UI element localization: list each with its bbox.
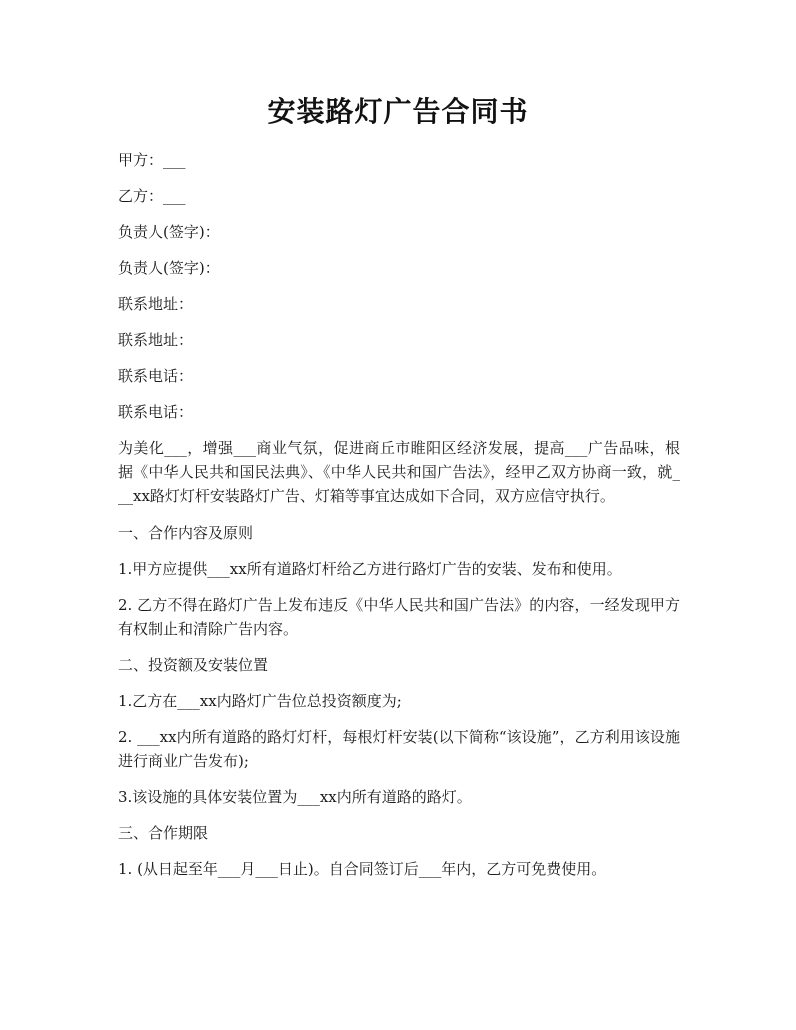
preamble-paragraph: 为美化___，增强___商业气氛，促进商丘市睢阳区经济发展，提高___广告品味，根据《中华人民共和国民法典》、《中华人民共和国广告法》，经甲乙双方协商一致，就___xx路灯灯杆安装路灯广告、灯箱等事宜达成如下合同，双方应信守执行。 bbox=[118, 439, 680, 505]
document-title: 安装路灯广告合同书 bbox=[267, 95, 529, 128]
document-body bbox=[118, 148, 680, 893]
party-b-line: 乙方：___ bbox=[118, 187, 186, 205]
section-1-item-2: 2. 乙方不得在路灯广告上发布违反《中华人民共和国广告法》的内容，一经发现甲方有权制止和清除广告内容。 bbox=[118, 596, 680, 638]
signer-b-line: 负责人(签字)： bbox=[118, 259, 220, 277]
section-1-heading: 一、合作内容及原则 bbox=[118, 524, 254, 542]
section-2-item-1: 1.乙方在___xx内路灯广告位总投资额度为; bbox=[118, 692, 402, 710]
section-2-item-3: 3.该设施的具体安装位置为___xx内所有道路的路灯。 bbox=[118, 788, 472, 806]
section-3-heading: 三、合作期限 bbox=[118, 824, 209, 842]
address-a-line: 联系地址： bbox=[118, 295, 194, 313]
phone-b-line: 联系电话： bbox=[118, 403, 194, 421]
party-a-line: 甲方：___ bbox=[118, 151, 186, 169]
section-2-heading: 二、投资额及安装位置 bbox=[118, 656, 269, 674]
address-b-line: 联系地址： bbox=[118, 331, 194, 349]
section-2-item-2: 2. ___xx内所有道路的路灯灯杆，每根灯杆安装(以下简称“该设施”，乙方利用该设施进行商业广告发布); bbox=[118, 728, 680, 770]
phone-a-line: 联系电话： bbox=[118, 367, 194, 385]
signer-a-line: 负责人(签字)： bbox=[118, 223, 220, 241]
section-1-item-1: 1.甲方应提供___xx所有道路灯杆给乙方进行路灯广告的安装、发布和使用。 bbox=[118, 560, 622, 578]
section-3-item-1: 1. (从日起至年___月___日止)。自合同签订后___年内，乙方可免费使用。 bbox=[118, 860, 607, 878]
